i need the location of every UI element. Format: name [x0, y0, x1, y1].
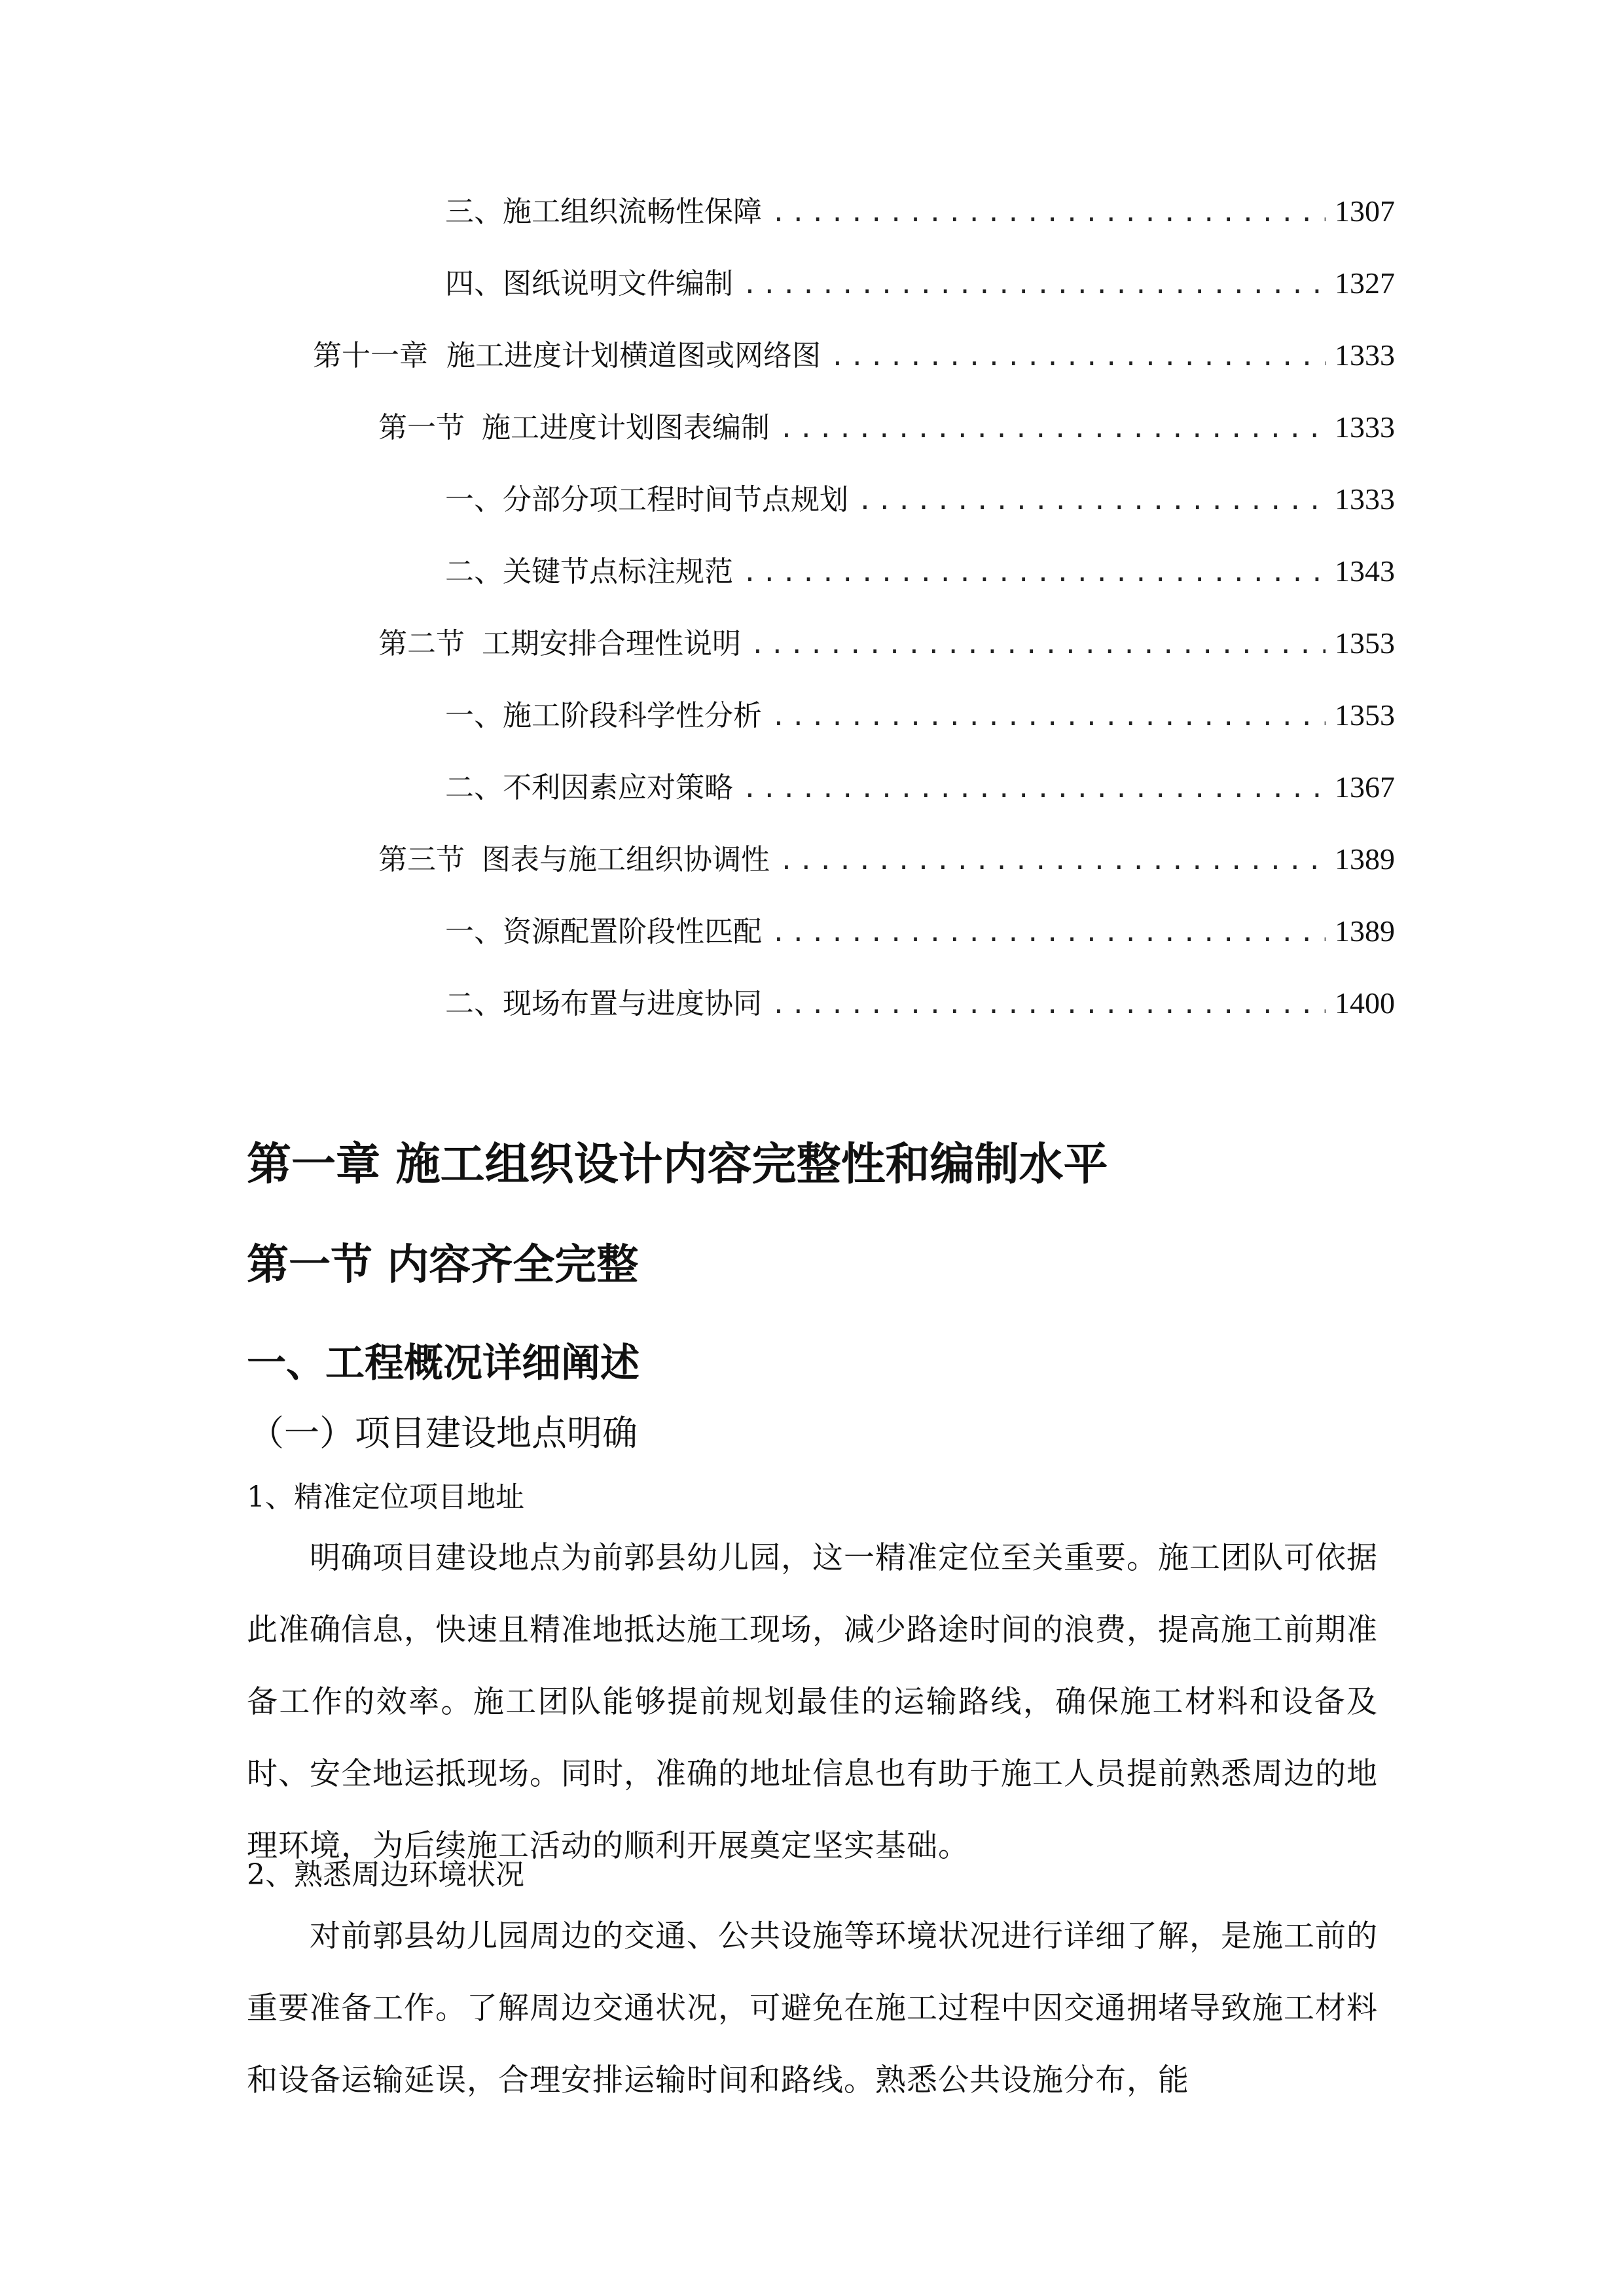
toc-leader-dots [742, 766, 1326, 812]
toc-entry-page: 1367 [1335, 770, 1395, 804]
toc-leader-dots [771, 910, 1326, 956]
item-heading: 2、熟悉周边环境状况 [247, 1858, 524, 1892]
toc-leader-dots [742, 262, 1326, 308]
toc-leader-dots [857, 478, 1326, 524]
toc-entry[interactable] [445, 476, 1395, 522]
toc-entry-page: 1389 [1335, 842, 1395, 876]
toc-entry-title: 施工进度计划图表编制 [482, 411, 770, 444]
chapter-heading: 第一章 施工组织设计内容完整性和编制水平 [247, 1139, 1108, 1191]
toc-entry[interactable] [445, 980, 1395, 1026]
toc-entry-title: 分部分项工程时间节点规划 [503, 483, 848, 516]
item-heading: 1、精准定位项目地址 [247, 1480, 524, 1514]
toc-leader-dots [771, 982, 1326, 1028]
toc-entry[interactable] [445, 764, 1395, 810]
toc-entry-page: 1333 [1335, 410, 1395, 444]
subsection-heading: 一、工程概况详细阐述 [247, 1340, 640, 1386]
toc-entry[interactable] [445, 692, 1395, 738]
toc-entry-number: 一、 [445, 483, 503, 516]
toc-entry-page: 1343 [1335, 554, 1395, 588]
toc-entry-title: 关键节点标注规范 [503, 555, 733, 588]
sub-subsection-heading: （一）项目建设地点明确 [249, 1412, 638, 1454]
toc-entry-section[interactable] [378, 620, 1395, 666]
toc-entry-page: 1333 [1335, 338, 1395, 372]
body-paragraph: 明确项目建设地点为前郭县幼儿园，这一精准定位至关重要。施工团队可依据此准确信息，快速且精准地抵达施工现场，减少路途时间的浪费，提高施工前期准备工作的效率。施工团队能够提前规划最佳的运输路线，确保施工材料和设备及时、安全地运抵现场。同时，准确的地址信息也有助于施工人员提前熟悉周边的地理环境，为后续施工活动的顺利开展奠定坚实基础。 [247, 1540, 1378, 1864]
toc-leader-dots [830, 334, 1326, 380]
toc-entry-title: 资源配置阶段性匹配 [503, 915, 762, 948]
toc-entry-page: 1353 [1335, 626, 1395, 660]
toc-entry-page: 1400 [1335, 986, 1395, 1020]
toc-entry-section[interactable] [378, 404, 1395, 450]
section-heading: 第一节 内容齐全完整 [247, 1241, 639, 1289]
toc-entry-number: 二、 [445, 555, 503, 588]
toc-leader-dots [771, 694, 1326, 740]
toc-entry-number: 第三节 [378, 843, 465, 876]
body-paragraph: 对前郭县幼儿园周边的交通、公共设施等环境状况进行详细了解，是施工前的重要准备工作。了解周边交通状况，可避免在施工过程中因交通拥堵导致施工材料和设备运输延误，合理安排运输时间和路线。熟悉公共设施分布，能 [247, 1918, 1378, 2098]
toc-entry-number: 四、 [445, 267, 503, 300]
toc-entry-title: 施工进度计划横道图或网络图 [446, 339, 821, 372]
toc-entry-number: 二、 [445, 987, 503, 1020]
toc-entry-chapter[interactable] [313, 332, 1395, 378]
toc-entry-number: 第十一章 [313, 339, 428, 372]
toc-entry-number: 第二节 [378, 627, 465, 660]
toc-entry-section[interactable] [378, 836, 1395, 882]
toc-entry-number: 二、 [445, 771, 503, 804]
toc-entry-number: 第一节 [378, 411, 465, 444]
toc-entry-page: 1333 [1335, 482, 1395, 516]
toc-entry-page: 1307 [1335, 194, 1395, 228]
toc-entry-title: 施工阶段科学性分析 [503, 699, 762, 732]
toc-entry-title: 图纸说明文件编制 [503, 267, 733, 300]
toc-entry-number: 一、 [445, 699, 503, 732]
toc-entry-title: 现场布置与进度协同 [503, 987, 762, 1020]
toc-entry-title: 工期安排合理性说明 [482, 627, 741, 660]
toc-leader-dots [779, 838, 1326, 884]
toc-entry-title: 不利因素应对策略 [503, 771, 733, 804]
toc-entry-number: 一、 [445, 915, 503, 948]
toc-leader-dots [750, 622, 1326, 668]
toc-entry[interactable] [445, 188, 1395, 234]
toc-entry-number: 三、 [445, 195, 503, 228]
toc-entry-page: 1353 [1335, 698, 1395, 732]
toc-entry-title: 施工组织流畅性保障 [503, 195, 762, 228]
toc-entry[interactable] [445, 260, 1395, 306]
toc-entry[interactable] [445, 548, 1395, 594]
toc-leader-dots [771, 190, 1326, 236]
toc-leader-dots [779, 406, 1326, 452]
toc-leader-dots [742, 550, 1326, 596]
toc-entry-title: 图表与施工组织协调性 [482, 843, 770, 876]
toc-entry-page: 1389 [1335, 914, 1395, 948]
toc-entry[interactable] [445, 908, 1395, 954]
toc-entry-page: 1327 [1335, 266, 1395, 300]
